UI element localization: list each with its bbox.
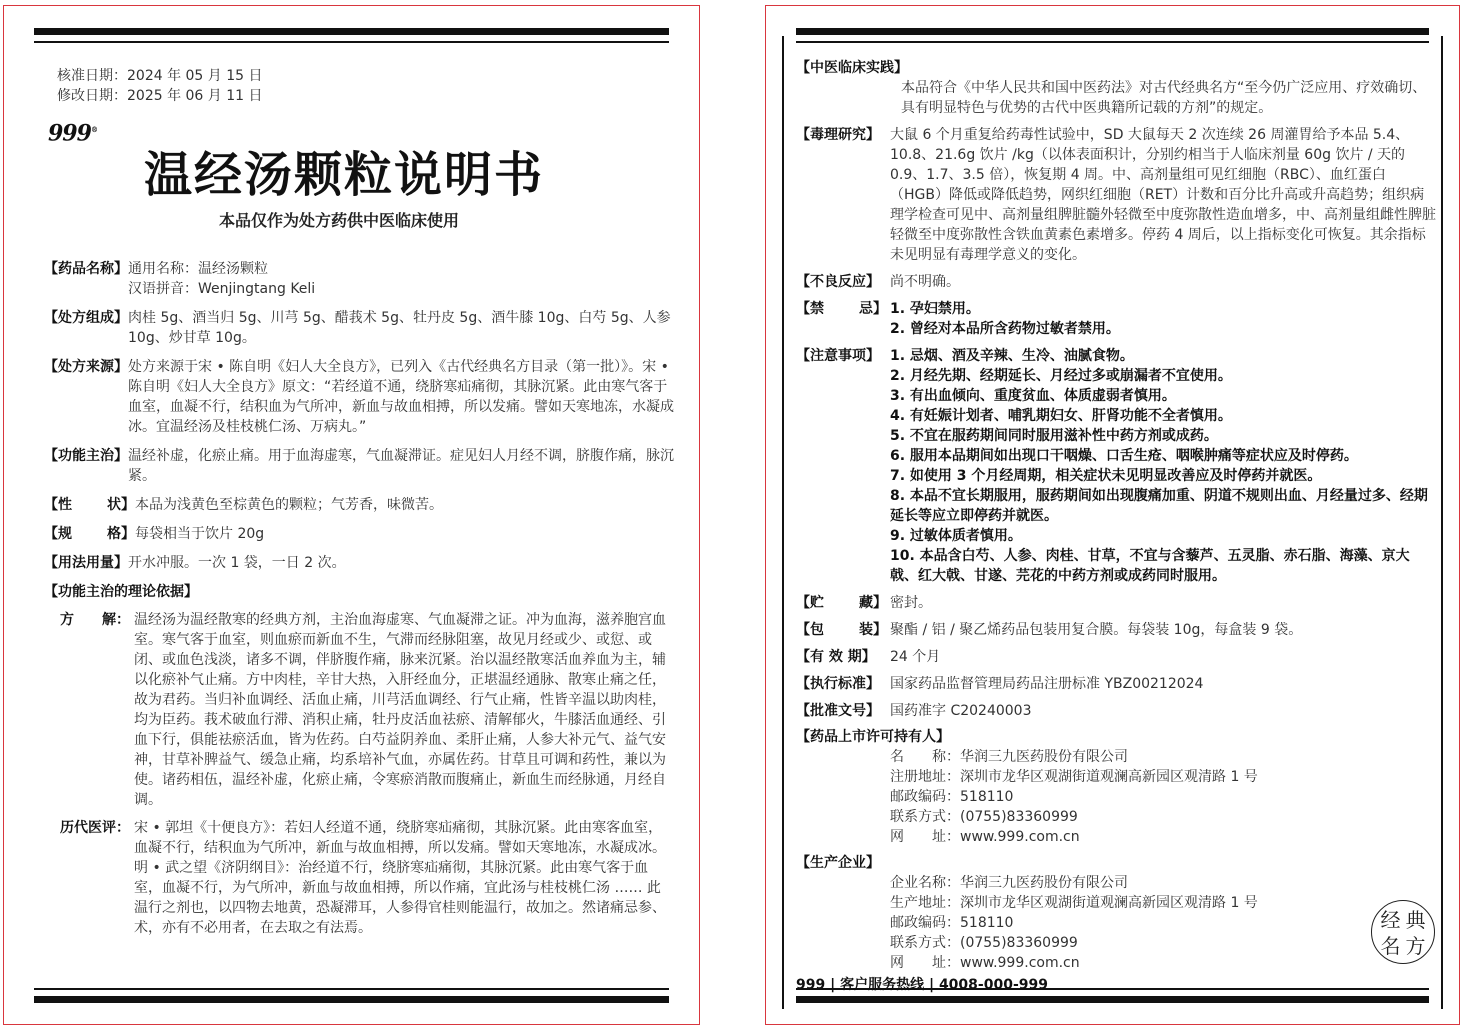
section-label: 【不良反应】 bbox=[796, 274, 880, 290]
section-drug-name bbox=[44, 259, 674, 299]
manufacturer-address: 深圳市龙华区观湖街道观澜高新园区观清路 1 号 bbox=[960, 895, 1258, 911]
list-item: 1. 孕妇禁用。 bbox=[890, 301, 980, 317]
mah-website: www.999.com.cn bbox=[960, 829, 1080, 845]
subsection-text: 宋 • 郭坦《十便良方》：若妇人经道不通，绕脐寒疝痛彻，其脉沉紧。此由寒客血室，血凝不行，结积血为气所冲，新血与故血相搏，所以发痛。譬如天寒地冻，水凝成冰。明 • 武之望《济阴纲目》：治经道不行，绕脐寒疝痛彻，其脉沉紧。此由寒气客于血室，血凝不行，为气所冲，新血与故血相搏，所以作痛，宜此汤与桂枝桃仁汤 …… 此温行之剂也，以四物去地黄，恐凝滞耳，人参得官桂则能温行，故加之。然诸痛忌参、术，亦有不必用者，在去取之有法焉。 bbox=[134, 820, 666, 937]
section-text: 处方来源于宋 • 陈自明《妇人大全良方》，已列入《古代经典名方目录（第一批）》。宋 • 陈自明《妇人大全良方》原文：“若经道不通，绕脐寒疝痛彻，其脉沉紧。此由寒气客于血室，血凝不行，结积血为气所冲，新血与故血相搏，所以发痛。譬如天寒地冻，水凝成冰。宜温经汤及桂枝桃仁汤、万病丸。” bbox=[128, 359, 674, 436]
subsection-fangjie bbox=[44, 610, 674, 810]
top-rule-thin bbox=[34, 41, 669, 43]
section-label: 【生产企业】 bbox=[796, 855, 880, 871]
left-page bbox=[3, 5, 700, 1025]
mah-zip: 518110 bbox=[960, 789, 1014, 805]
section-contraindications bbox=[796, 299, 1436, 339]
list-item: 3. 有出血倾向、重度贫血、体质虚弱者慎用。 bbox=[890, 388, 1176, 404]
list-item: 7. 如使用 3 个月经周期，相关症状未见明显改善应及时停药并就医。 bbox=[890, 468, 1322, 484]
section-label: 【功能主治的理论依据】 bbox=[44, 584, 198, 601]
section-text: 肉桂 5g、酒当归 5g、川芎 5g、醋莪术 5g、牡丹皮 5g、酒牛膝 10g、白芍 5g、人参 10g、炒甘草 10g。 bbox=[128, 310, 671, 347]
section-standard bbox=[796, 674, 1436, 694]
section-label: 【禁 忌】 bbox=[796, 301, 887, 317]
section-composition bbox=[44, 308, 674, 348]
section-precautions bbox=[796, 346, 1436, 586]
section-label: 【功能主治】 bbox=[44, 448, 128, 465]
section-text: 本品为浅黄色至棕黄色的颗粒；气芳香，味微苦。 bbox=[135, 497, 443, 514]
section-label: 【有 效 期】 bbox=[796, 649, 876, 665]
page-subtitle: 本品仅作为处方药供中医临床使用 bbox=[218, 211, 459, 231]
list-item: 2. 曾经对本品所含药物过敏者禁用。 bbox=[890, 321, 1120, 337]
manufacturer-name: 华润三九医药股份有限公司 bbox=[960, 875, 1128, 891]
section-adverse bbox=[796, 272, 1436, 292]
mah-block: 名 称： 华润三九医药股份有限公司 注册地址： 深圳市龙华区观湖街道观澜高新园区观清路 1 号 邮政编码： 518110 联系方式： (0755)83360999 网 址： www.999.com.cn bbox=[890, 749, 1258, 845]
section-toxicology bbox=[796, 125, 1436, 265]
section-label: 【药品上市许可持有人】 bbox=[796, 729, 950, 745]
section-text: 大鼠 6 个月重复给药毒性试验中，SD 大鼠每天 2 次连续 26 周灌胃给予本品 5.4、10.8、21.6g 饮片 /kg（以体表面积计，分别约相当于人临床剂量 60g 饮片 / 天的 0.9、1.7、3.5 倍），恢复期 4 周。中、高剂量组可见红细胞（RBC）、血红蛋白（HGB）降低或降低趋势，网织红细胞（RET）计数和百分比升高或升高趋势；组织病理学检查可见中、高剂量组脾脏髓外轻微至中度弥散性造血增多，中、高剂量组雌性脾脏轻微至中度弥散性含铁血黄素色素增多。停药 4 周后，以上指标变化可恢复。其余指标未见明显有毒理学意义的变化。 bbox=[890, 127, 1436, 263]
generic-name: 通用名称：温经汤颗粒 bbox=[128, 261, 268, 278]
list-item: 9. 过敏体质者慎用。 bbox=[890, 528, 1022, 544]
section-text: 温经补虚，化瘀止痛。用于血海虚寒，气血凝滞证。症见妇人月经不调，脐腹作痛，脉沉紧。 bbox=[128, 448, 674, 485]
section-label: 【处方来源】 bbox=[44, 359, 128, 376]
manufacturer-block: 企业名称： 华润三九医药股份有限公司 生产地址： 深圳市龙华区观湖街道观澜高新园区观清路 1 号 邮政编码： 518110 联系方式： (0755)83360999 网 址： www.999.com.cn bbox=[890, 875, 1258, 971]
right-page bbox=[765, 5, 1460, 1025]
section-specification bbox=[44, 524, 674, 544]
left-content bbox=[44, 66, 674, 938]
section-label: 【包 装】 bbox=[796, 622, 887, 638]
section-text: 尚不明确。 bbox=[890, 274, 960, 290]
top-rule bbox=[34, 28, 669, 35]
section-text: 密封。 bbox=[890, 595, 932, 611]
section-usage bbox=[44, 553, 674, 573]
section-text: 国家药品监督管理局药品注册标准 YBZ00212024 bbox=[890, 676, 1204, 692]
mah-phone: (0755)83360999 bbox=[960, 809, 1078, 825]
bottom-rule bbox=[34, 996, 669, 1003]
section-text: 开水冲服。一次 1 袋，一日 2 次。 bbox=[128, 555, 346, 572]
manufacturer-phone: (0755)83360999 bbox=[960, 935, 1078, 951]
manufacturer-zip: 518110 bbox=[960, 915, 1014, 931]
tcm-practice-text: 本品符合《中华人民共和国中医药法》对古代经典名方“至今仍广泛应用、疗效确切、具有明显特色与优势的古代中医典籍所记载的方剂”的规定。 bbox=[901, 80, 1427, 116]
list-item: 5. 不宜在服药期间同时服用滋补性中药方剂或成药。 bbox=[890, 428, 1218, 444]
bottom-rule bbox=[796, 996, 1429, 1003]
section-text: 国药准字 C20240003 bbox=[890, 703, 1032, 719]
mah-address: 深圳市龙华区观湖街道观澜高新园区观清路 1 号 bbox=[960, 769, 1258, 785]
section-label: 【性 状】 bbox=[44, 497, 135, 514]
section-label: 【处方组成】 bbox=[44, 310, 128, 327]
subsection-label: 方 解： bbox=[60, 612, 130, 629]
section-character bbox=[44, 495, 674, 515]
subsection-text: 温经汤为温经散寒的经典方剂，主治血海虚寒、气血凝滞之证。冲为血海，滋养胞宫血室。寒气客于血室，则血瘀而新血不生，气滞而经脉阻塞，故见月经或少、或愆、或闭、或血色浅淡，诸多不调，伴脐腹作痛，脉来沉紧。治以温经散寒活血养血为主，辅以化瘀补气止痛。方中肉桂，辛甘大热，入肝经血分，正堪温经通脉、散寒止痛之任，故为君药。当归补血调经、活血止痛，川芎活血调经、行气止痛，性皆辛温以助肉桂，均为臣药。莪术破血行滞、消积止痛，牡丹皮活血祛瘀、清解郁火，牛膝活血通经、引血下行，俱能祛瘀活血，皆为佐药。白芍益阴养血、柔肝止痛，人参大补元气、益气安神，甘草补脾益气、缓急止痛，均系培补气血，亦属佐药。甘草且可调和药性，兼以为使。诸药相伍，温经补虚，化瘀止痛，令寒瘀消散而腹痛止，新血生而经脉通，月经自调。 bbox=[134, 612, 666, 809]
dates bbox=[57, 66, 674, 106]
subsection-label: 历代医评： bbox=[60, 820, 130, 837]
bottom-rule-thin bbox=[34, 988, 669, 990]
section-package bbox=[796, 620, 1436, 640]
section-label: 【贮 藏】 bbox=[796, 595, 887, 611]
section-theory-heading bbox=[44, 582, 674, 602]
section-source bbox=[44, 357, 674, 437]
section-approval-number bbox=[796, 701, 1436, 721]
list-item: 6. 服用本品期间如出现口干咽燥、口舌生疮、咽喉肿痛等症状应及时停药。 bbox=[890, 448, 1358, 464]
right-content bbox=[796, 52, 1436, 995]
page-title: 温经汤颗粒说明书 bbox=[143, 147, 544, 204]
section-label: 【用法用量】 bbox=[44, 555, 128, 572]
section-storage bbox=[796, 593, 1436, 613]
classic-formula-seal: 经 典 名 方 bbox=[1371, 900, 1435, 964]
section-label: 【批准文号】 bbox=[796, 703, 880, 719]
section-label: 【注意事项】 bbox=[796, 348, 880, 364]
list-item: 4. 有妊娠计划者、哺乳期妇女、肝肾功能不全者慎用。 bbox=[890, 408, 1232, 424]
section-label: 【中医临床实践】 bbox=[796, 60, 908, 76]
subsection-review bbox=[44, 818, 674, 938]
section-text: 每袋相当于饮片 20g bbox=[135, 526, 265, 543]
top-rule-thin bbox=[796, 41, 1429, 43]
hotline: 999 | 客户服务热线 | 4008-000-999 bbox=[796, 977, 1048, 993]
right-vertical-rule bbox=[1441, 36, 1443, 1009]
top-rule bbox=[796, 28, 1429, 35]
mah-name: 华润三九医药股份有限公司 bbox=[960, 749, 1128, 765]
section-text: 24 个月 bbox=[890, 649, 941, 665]
approval-date: 核准日期：2024 年 05 月 15 日 bbox=[57, 68, 263, 84]
pinyin-name: 汉语拼音：Wenjingtang Keli bbox=[128, 281, 316, 298]
list-item: 2. 月经先期、经期延长、月经过多或崩漏者不宜使用。 bbox=[890, 368, 1232, 384]
list-item: 8. 本品不宜长期服用，服药期间如出现腹痛加重、阴道不规则出血、月经量过多、经期延长等应立即停药并就医。 bbox=[890, 488, 1428, 524]
section-label: 【毒理研究】 bbox=[796, 127, 880, 143]
section-indications bbox=[44, 446, 674, 486]
list-item: 1. 忌烟、酒及辛辣、生冷、油腻食物。 bbox=[890, 348, 1134, 364]
section-text: 聚酯 / 铝 / 聚乙烯药品包装用复合膜。每袋装 10g，每盒装 9 袋。 bbox=[890, 622, 1303, 638]
manufacturer-website: www.999.com.cn bbox=[960, 955, 1080, 971]
brand-logo: 999® bbox=[48, 120, 97, 147]
section-validity bbox=[796, 647, 1436, 667]
left-vertical-rule bbox=[782, 36, 784, 1009]
section-label: 【药品名称】 bbox=[44, 261, 128, 278]
section-label: 【规 格】 bbox=[44, 526, 135, 543]
revision-date: 修改日期：2025 年 06 月 11 日 bbox=[57, 88, 263, 104]
section-label: 【执行标准】 bbox=[796, 676, 880, 692]
list-item: 10. 本品含白芍、人参、肉桂、甘草，不宜与含藜芦、五灵脂、赤石脂、海藻、京大戟、红大戟、甘遂、芫花的中药方剂或成药同时服用。 bbox=[890, 548, 1410, 584]
